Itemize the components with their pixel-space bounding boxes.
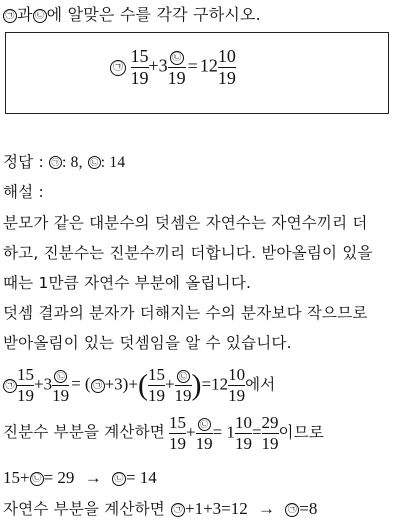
circled-b-mark: ㉡ — [177, 370, 190, 383]
circled-b-mark: ㉡ — [54, 370, 67, 383]
eq3-right: = 14 — [125, 468, 157, 487]
explanation-line-5: 받아올림이 있는 덧셈임을 알 수 있습니다. — [3, 334, 292, 352]
answer-a-value: : 8, — [62, 154, 83, 171]
fraction-3-numerator: 10 — [217, 46, 236, 66]
circled-b-mark: ㉡ — [112, 472, 126, 486]
answer-line — [3, 150, 125, 172]
eq2-suffix: 이므로 — [278, 423, 325, 442]
question-text-1: 과 — [17, 5, 33, 24]
explanation-line-3: 때는 1만큼 자연수 부분에 올립니다. — [3, 274, 252, 292]
question-text-2: 에 알맞은 수를 각각 구하시오. — [46, 5, 261, 24]
circled-a-mark: ㉠ — [3, 9, 17, 23]
fraction-1-numerator: 15 — [130, 46, 149, 66]
eq4-prefix: 자연수 부분을 계산하면 — [3, 500, 165, 518]
explanation-line-1: 분모가 같은 대분수의 덧셈은 자연수는 자연수끼리 더 — [3, 214, 368, 232]
arrow-icon: → — [258, 499, 276, 518]
fraction-1-denominator: 19 — [130, 68, 149, 88]
circled-a-mark: ㉠ — [171, 503, 185, 517]
eq3-left: 15+ — [3, 468, 30, 487]
circled-b-mark: ㉡ — [170, 51, 184, 65]
circled-a-mark: ㉠ — [285, 503, 299, 517]
explanation-equation-4 — [3, 497, 317, 519]
fraction-3 — [218, 46, 236, 89]
eq2-prefix: 진분수 부분을 계산하면 — [3, 423, 165, 442]
equals-sign: = — [187, 55, 198, 76]
eq2-equals-one: = 1 — [212, 422, 235, 442]
problem-equation — [110, 46, 236, 89]
circled-b-mark: ㉡ — [88, 156, 101, 169]
eq3-mid: = 29 — [43, 468, 75, 487]
explanation-line-4: 덧셈 결과의 분자가 더해지는 수의 분자보다 작으므로 — [3, 304, 368, 322]
fraction-2-denominator: 19 — [167, 68, 186, 88]
circled-a-mark: ㉠ — [91, 379, 105, 393]
answer-b-value: : 14 — [100, 154, 126, 171]
eq1-suffix: 에서 — [245, 375, 276, 394]
circled-b-mark: ㉡ — [30, 472, 44, 486]
arrow-icon: → — [84, 468, 102, 487]
circled-a-mark: ㉠ — [110, 60, 126, 76]
whole-number-2: 3 — [158, 55, 168, 76]
explanation-line-2: 하고, 진분수는 진분수끼리 더합니다. 받아올림이 있을 — [3, 244, 373, 262]
eq2-frac-numerator: 29 — [261, 413, 279, 432]
plus-sign: + — [148, 55, 159, 76]
eq4-right: =8 — [299, 499, 318, 518]
explanation-label: 해설 : — [3, 183, 44, 201]
question-line — [3, 2, 261, 25]
explanation-equation-3 — [3, 468, 157, 488]
fraction-1 — [131, 46, 149, 89]
fraction-3-denominator: 19 — [217, 68, 236, 88]
eq1-open: = ( — [71, 374, 91, 394]
whole-number-3: 12 — [199, 55, 218, 76]
circled-a-mark: ㉠ — [49, 156, 62, 169]
circled-a-mark: ㉠ — [3, 379, 17, 393]
circled-b-mark: ㉡ — [198, 418, 211, 431]
circled-b-mark: ㉡ — [33, 9, 47, 23]
eq1-plus3: +3)+ — [104, 374, 138, 394]
explanation-equation-1: ㉠ $\frac{15}{19}$ +3 $\frac{㉡}{19}$ = ( ㉠ +3)+( $\frac{15}{19}$ + $\frac{㉡}{19}$ )=12 $\frac{10}{19}$ 에서 — [3, 365, 275, 406]
explanation-equation-2: 진분수 부분을 계산하면 $\frac{15}{19}$ + $\frac{㉡}{19}$ = 1 $\frac{10}{19}$ = $\frac{29}{19}$ 이므로 — [3, 413, 325, 453]
answer-label: 정답 : — [3, 153, 44, 171]
fraction-2 — [168, 46, 186, 89]
eq4-mid: +1+3=12 — [185, 499, 248, 518]
